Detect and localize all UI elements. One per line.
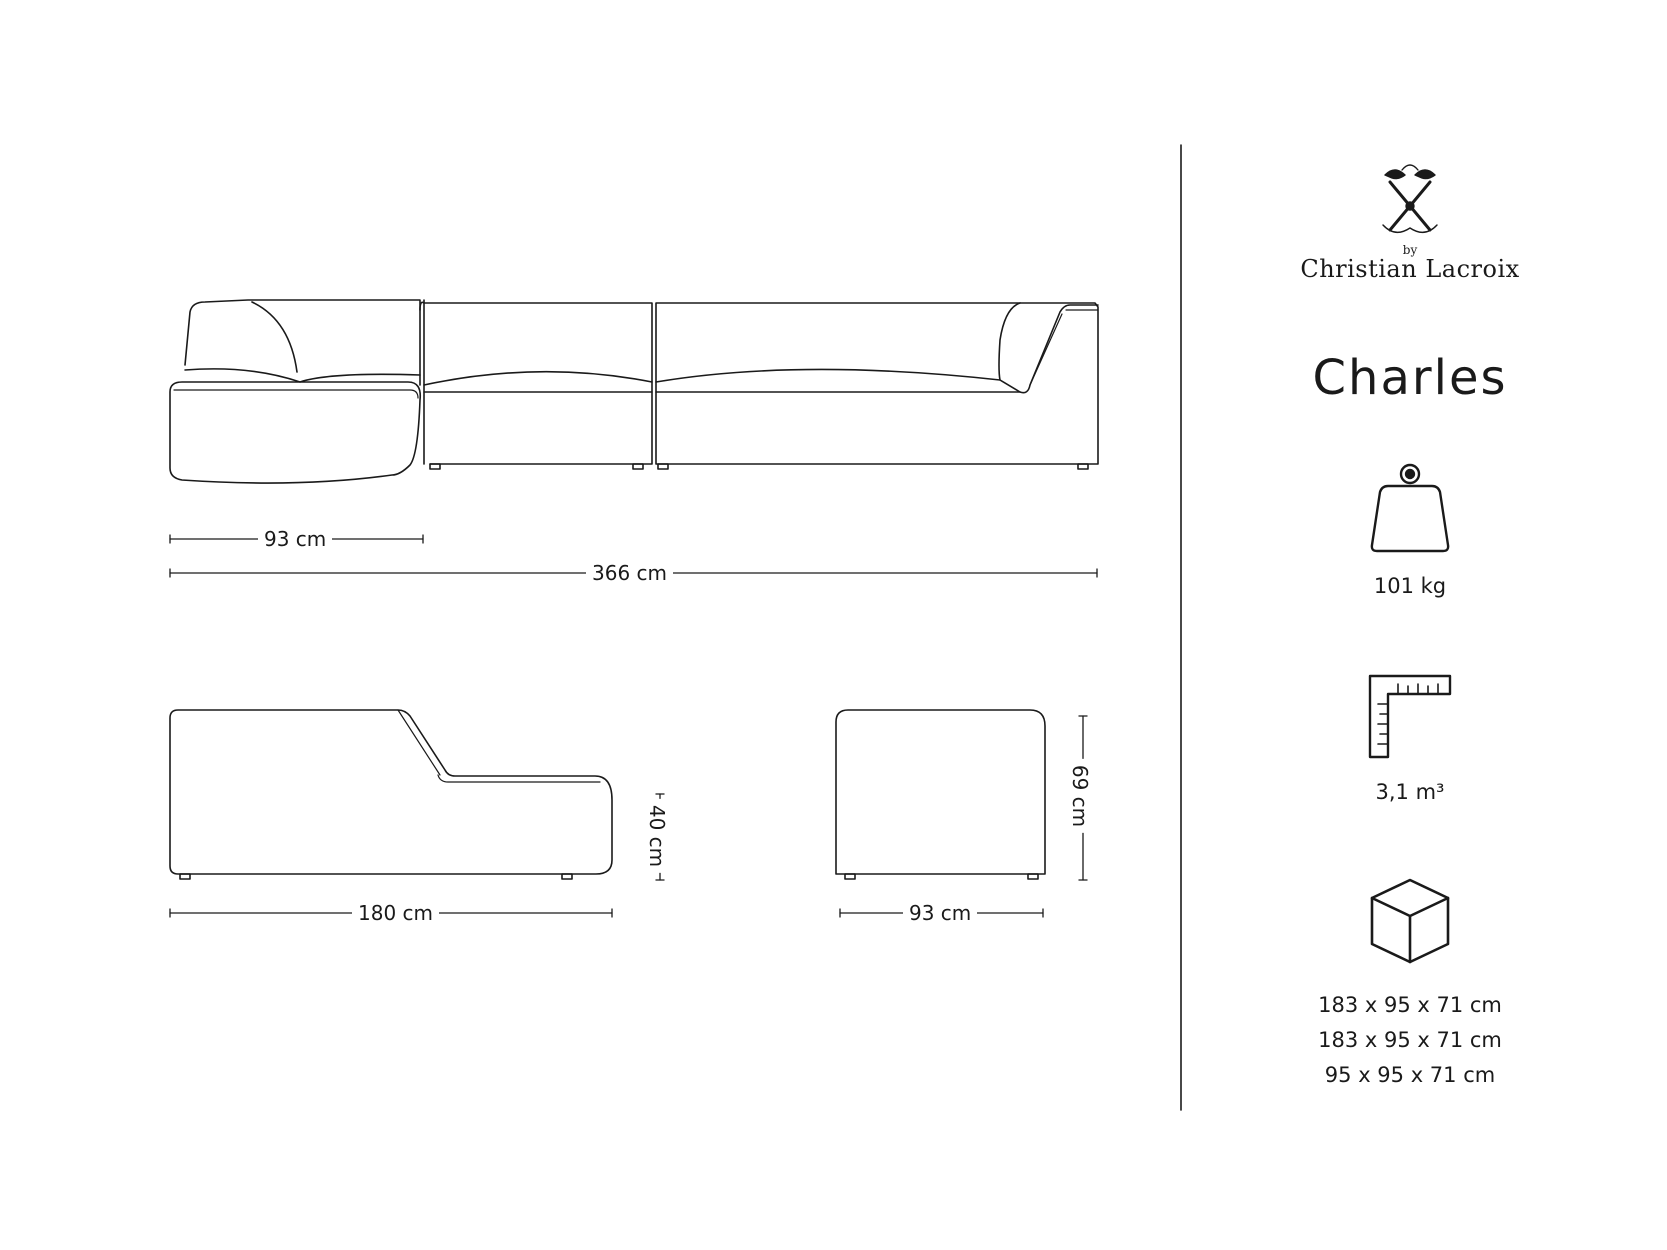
product-title: Charles: [1312, 350, 1508, 406]
weight-value: 101 kg: [1373, 574, 1447, 598]
sofa-front-view: [170, 300, 1098, 483]
front-module-width-label: 93 cm: [258, 527, 332, 551]
volume-value: 3,1 m³: [1375, 780, 1445, 804]
side-seat-height-label: 40 cm: [645, 799, 669, 873]
package-dimension-2: 183 x 95 x 71 cm: [1318, 1028, 1502, 1052]
brand-name: Christian Lacroix: [1300, 255, 1520, 283]
package-dimensions-list: [1300, 988, 1520, 1093]
front-total-width-label: 366 cm: [586, 561, 673, 585]
ruler-corner-icon: [1370, 676, 1450, 757]
brand-by-label: by: [1402, 243, 1418, 257]
end-width-label: 93 cm: [903, 901, 977, 925]
dimension-lines: [170, 535, 1097, 917]
weight-icon: [1372, 465, 1448, 551]
box-cube-icon: [1372, 880, 1448, 962]
sofa-end-view: [836, 710, 1045, 879]
side-length-label: 180 cm: [352, 901, 439, 925]
sofa-side-view: [170, 710, 612, 879]
end-height-label: 69 cm: [1068, 759, 1092, 833]
package-dimension-3: 95 x 95 x 71 cm: [1324, 1063, 1496, 1087]
brand-logo-monogram: [1383, 165, 1437, 232]
package-dimension-1: 183 x 95 x 71 cm: [1318, 993, 1502, 1017]
